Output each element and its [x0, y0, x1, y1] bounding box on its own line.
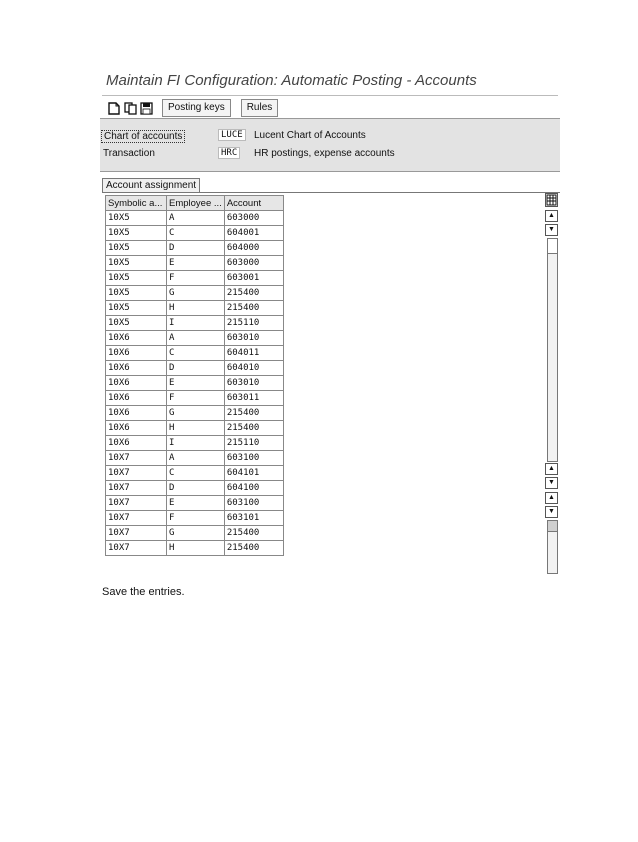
- cell-symbolic-account[interactable]: 10X5: [106, 256, 167, 271]
- cell-symbolic-account[interactable]: 10X7: [106, 526, 167, 541]
- cell-symbolic-account[interactable]: 10X5: [106, 301, 167, 316]
- cell-symbolic-account[interactable]: 10X6: [106, 436, 167, 451]
- vertical-scrollbar[interactable]: [547, 238, 558, 462]
- scroll-up-icon[interactable]: ▲: [545, 463, 558, 475]
- cell-account[interactable]: 215400: [224, 406, 283, 421]
- cell-employee-group[interactable]: H: [167, 541, 225, 556]
- cell-employee-group[interactable]: D: [167, 241, 225, 256]
- cell-account[interactable]: 215400: [224, 421, 283, 436]
- cell-employee-group[interactable]: A: [167, 451, 225, 466]
- account-assignment-table: [105, 195, 284, 556]
- cell-employee-group[interactable]: H: [167, 301, 225, 316]
- vertical-scrollbar[interactable]: [547, 520, 558, 574]
- table-row: [106, 511, 284, 526]
- cell-account[interactable]: 603010: [224, 376, 283, 391]
- cell-account[interactable]: 215400: [224, 301, 283, 316]
- page-title: Maintain FI Configuration: Automatic Posting - Accounts: [106, 72, 477, 89]
- cell-account[interactable]: 604101: [224, 466, 283, 481]
- table-header-row: [106, 196, 284, 211]
- cell-account[interactable]: 603100: [224, 451, 283, 466]
- cell-employee-group[interactable]: H: [167, 421, 225, 436]
- chart-of-accounts-label: Chart of accounts: [101, 130, 185, 143]
- cell-employee-group[interactable]: E: [167, 376, 225, 391]
- cell-symbolic-account[interactable]: 10X7: [106, 466, 167, 481]
- cell-employee-group[interactable]: C: [167, 466, 225, 481]
- cell-symbolic-account[interactable]: 10X5: [106, 271, 167, 286]
- cell-employee-group[interactable]: G: [167, 526, 225, 541]
- rules-button[interactable]: Rules: [241, 99, 279, 117]
- cell-account[interactable]: 603100: [224, 496, 283, 511]
- cell-employee-group[interactable]: I: [167, 316, 225, 331]
- cell-symbolic-account[interactable]: 10X6: [106, 421, 167, 436]
- table-row: [106, 271, 284, 286]
- cell-account[interactable]: 215400: [224, 286, 283, 301]
- transaction-label: Transaction: [103, 148, 155, 159]
- table-row: [106, 481, 284, 496]
- cell-symbolic-account[interactable]: 10X5: [106, 211, 167, 226]
- cell-symbolic-account[interactable]: 10X6: [106, 331, 167, 346]
- column-header-account[interactable]: Account: [224, 196, 283, 211]
- table-row: [106, 406, 284, 421]
- table-row: [106, 226, 284, 241]
- cell-account[interactable]: 215400: [224, 541, 283, 556]
- cell-symbolic-account[interactable]: 10X7: [106, 481, 167, 496]
- table-row: [106, 331, 284, 346]
- table-scroll-controls: [545, 193, 559, 573]
- table-row: [106, 376, 284, 391]
- toolbar: [108, 99, 278, 117]
- cell-account[interactable]: 603000: [224, 211, 283, 226]
- cell-symbolic-account[interactable]: 10X6: [106, 406, 167, 421]
- scrollbar-thumb[interactable]: [548, 239, 557, 254]
- cell-account[interactable]: 604001: [224, 226, 283, 241]
- header-area: [100, 118, 560, 172]
- cell-symbolic-account[interactable]: 10X5: [106, 286, 167, 301]
- transaction-field[interactable]: HRC: [218, 147, 240, 159]
- save-icon[interactable]: [140, 102, 152, 115]
- tab-account-assignment[interactable]: Account assignment: [102, 178, 200, 192]
- cell-account[interactable]: 604010: [224, 361, 283, 376]
- cell-account[interactable]: 603001: [224, 271, 283, 286]
- cell-employee-group[interactable]: A: [167, 211, 225, 226]
- table-row: [106, 346, 284, 361]
- table-row: [106, 496, 284, 511]
- table-row: [106, 541, 284, 556]
- cell-symbolic-account[interactable]: 10X6: [106, 391, 167, 406]
- cell-account[interactable]: 604100: [224, 481, 283, 496]
- copy-icon[interactable]: [124, 102, 136, 115]
- table-row: [106, 316, 284, 331]
- scroll-up-icon[interactable]: ▲: [545, 492, 558, 504]
- cell-symbolic-account[interactable]: 10X6: [106, 376, 167, 391]
- column-header-employee-group[interactable]: Employee ...: [167, 196, 225, 211]
- posting-keys-button[interactable]: Posting keys: [162, 99, 231, 117]
- scroll-up-icon[interactable]: ▲: [545, 210, 558, 222]
- cell-symbolic-account[interactable]: 10X7: [106, 541, 167, 556]
- cell-account[interactable]: 215110: [224, 316, 283, 331]
- scroll-down-icon[interactable]: ▼: [545, 477, 558, 489]
- table-row: [106, 391, 284, 406]
- table-body: [106, 211, 284, 556]
- cell-symbolic-account[interactable]: 10X7: [106, 511, 167, 526]
- table-row: [106, 436, 284, 451]
- cell-account[interactable]: 603000: [224, 256, 283, 271]
- table-row: [106, 361, 284, 376]
- cell-account[interactable]: 604011: [224, 346, 283, 361]
- cell-symbolic-account[interactable]: 10X5: [106, 241, 167, 256]
- cell-symbolic-account[interactable]: 10X6: [106, 361, 167, 376]
- cell-account[interactable]: 215400: [224, 526, 283, 541]
- cell-employee-group[interactable]: F: [167, 271, 225, 286]
- transaction-description: HR postings, expense accounts: [254, 148, 395, 159]
- cell-employee-group[interactable]: E: [167, 496, 225, 511]
- tabstrip: [102, 178, 560, 193]
- chart-of-accounts-description: Lucent Chart of Accounts: [254, 130, 366, 141]
- scroll-down-icon[interactable]: ▼: [545, 224, 558, 236]
- table-row: [106, 421, 284, 436]
- title-divider: [102, 95, 558, 96]
- column-header-symbolic-account[interactable]: Symbolic a...: [106, 196, 167, 211]
- cell-symbolic-account[interactable]: 10X5: [106, 316, 167, 331]
- cell-account[interactable]: 603010: [224, 331, 283, 346]
- cell-employee-group[interactable]: D: [167, 481, 225, 496]
- cell-employee-group[interactable]: F: [167, 511, 225, 526]
- cell-employee-group[interactable]: G: [167, 406, 225, 421]
- table-row: [106, 211, 284, 226]
- cell-employee-group[interactable]: F: [167, 391, 225, 406]
- cell-employee-group[interactable]: C: [167, 226, 225, 241]
- table-row: [106, 451, 284, 466]
- table-row: [106, 286, 284, 301]
- cell-account[interactable]: 603101: [224, 511, 283, 526]
- cell-symbolic-account[interactable]: 10X7: [106, 451, 167, 466]
- table-row: [106, 241, 284, 256]
- cell-employee-group[interactable]: E: [167, 256, 225, 271]
- cell-employee-group[interactable]: I: [167, 436, 225, 451]
- cell-account[interactable]: 603011: [224, 391, 283, 406]
- table-settings-icon[interactable]: [545, 193, 558, 207]
- cell-symbolic-account[interactable]: 10X5: [106, 226, 167, 241]
- cell-employee-group[interactable]: A: [167, 331, 225, 346]
- table-row: [106, 256, 284, 271]
- new-entries-icon[interactable]: [108, 102, 120, 115]
- table-row: [106, 466, 284, 481]
- cell-account[interactable]: 215110: [224, 436, 283, 451]
- cell-account[interactable]: 604000: [224, 241, 283, 256]
- table-row: [106, 526, 284, 541]
- cell-symbolic-account[interactable]: 10X6: [106, 346, 167, 361]
- cell-employee-group[interactable]: C: [167, 346, 225, 361]
- cell-symbolic-account[interactable]: 10X7: [106, 496, 167, 511]
- scroll-down-icon[interactable]: ▼: [545, 506, 558, 518]
- table-row: [106, 301, 284, 316]
- instruction-text: Save the entries.: [102, 586, 185, 598]
- chart-of-accounts-field[interactable]: LUCE: [218, 129, 246, 141]
- cell-employee-group[interactable]: D: [167, 361, 225, 376]
- scrollbar-thumb[interactable]: [548, 521, 557, 532]
- cell-employee-group[interactable]: G: [167, 286, 225, 301]
